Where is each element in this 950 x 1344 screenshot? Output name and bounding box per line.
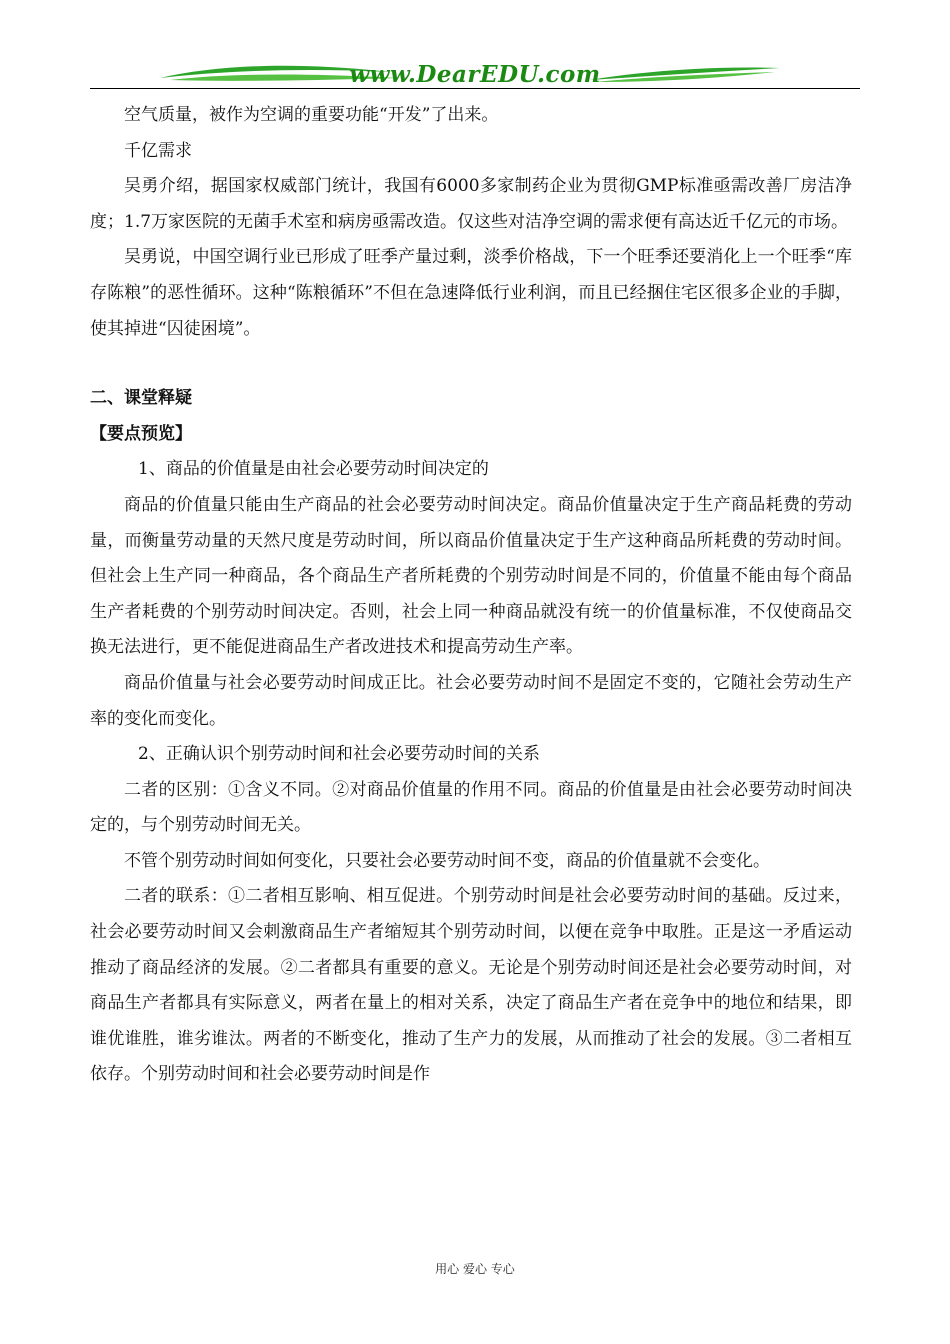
paragraph: 二者的联系：①二者相互影响、相互促进。个别劳动时间是社会必要劳动时间的基础。反过来，社会必要劳动时间又会刺激商品生产者缩短其个别劳动时间，以便在竞争中取胜。正是这一矛盾运动推动了商品经济的发展。②二者都具有重要的意义。无论是个别劳动时间还是社会必要劳动时间，对商品生产者都具有实际意义，两者在量上的相对关系，决定了商品生产者在竞争中的地位和结果，即谁优谁胜，谁劣谁汰。两者的不断变化，推动了生产力的发展，从而推动了社会的发展。③二者相互依存。个别劳动时间和社会必要劳动时间是作 bbox=[90, 886, 852, 1085]
header-banner bbox=[90, 58, 860, 90]
paragraph: 吴勇介绍，据国家权威部门统计，我国有6000多家制药企业为贯彻GMP标准亟需改善厂房洁净度；1.7万家医院的无菌手术室和病房亟需改造。仅这些对洁净空调的需求便有高达近千亿元的市场。 bbox=[90, 176, 852, 232]
point-title-2: 2、正确认识个别劳动时间和社会必要劳动时间的关系 bbox=[138, 744, 540, 765]
section-heading: 二、课堂释疑 bbox=[90, 388, 192, 409]
paragraph: 商品价值量与社会必要劳动时间成正比。社会必要劳动时间不是固定不变的，它随社会劳动生产率的变化而变化。 bbox=[90, 672, 852, 729]
paragraph: 吴勇说，中国空调行业已形成了旺季产量过剩，淡季价格战，下一个旺季还要消化上一个旺季“库存陈粮”的恶性循环。这种“陈粮循环”不但在急速降低行业利润，而且已经捆住宅区很多企业的手脚，使其掉进“囚徒困境”。 bbox=[90, 247, 852, 339]
page-footer: 用心 爱心 专心 bbox=[435, 1262, 515, 1276]
key-points-heading: 【要点预览】 bbox=[90, 423, 192, 444]
paragraph: 商品的价值量只能由生产商品的社会必要劳动时间决定。商品价值量决定于生产商品耗费的劳动量，而衡量劳动量的天然尺度是劳动时间，所以商品价值量决定于生产这种商品所耗费的劳动时间。但社会上生产同一种商品，各个商品生产者所耗费的个别劳动时间是不同的，价值量不能由每个商品生产者耗费的个别劳动时间决定。否则，社会上同一种商品就没有统一的价值量标准，不仅使商品交换无法进行，更不能促进商品生产者改进技术和提高劳动生产率。 bbox=[90, 494, 852, 658]
subtitle-qianyi: 千亿需求 bbox=[124, 140, 192, 161]
site-logo-text: www.DearEDU.com bbox=[349, 61, 601, 88]
spacer bbox=[90, 347, 852, 381]
paragraph: 二者的区别：①含义不同。②对商品价值量的作用不同。商品的价值量是由社会必要劳动时间决定的，与个别劳动时间无关。 bbox=[90, 779, 852, 836]
document-body bbox=[90, 98, 852, 1093]
paragraph: 空气质量，被作为空调的重要功能“开发”了出来。 bbox=[124, 105, 499, 125]
paragraph: 不管个别劳动时间如何变化，只要社会必要劳动时间不变，商品的价值量就不会变化。 bbox=[124, 850, 770, 871]
point-title-1: 1、商品的价值量是由社会必要劳动时间决定的 bbox=[138, 459, 489, 480]
header-divider bbox=[90, 88, 860, 89]
